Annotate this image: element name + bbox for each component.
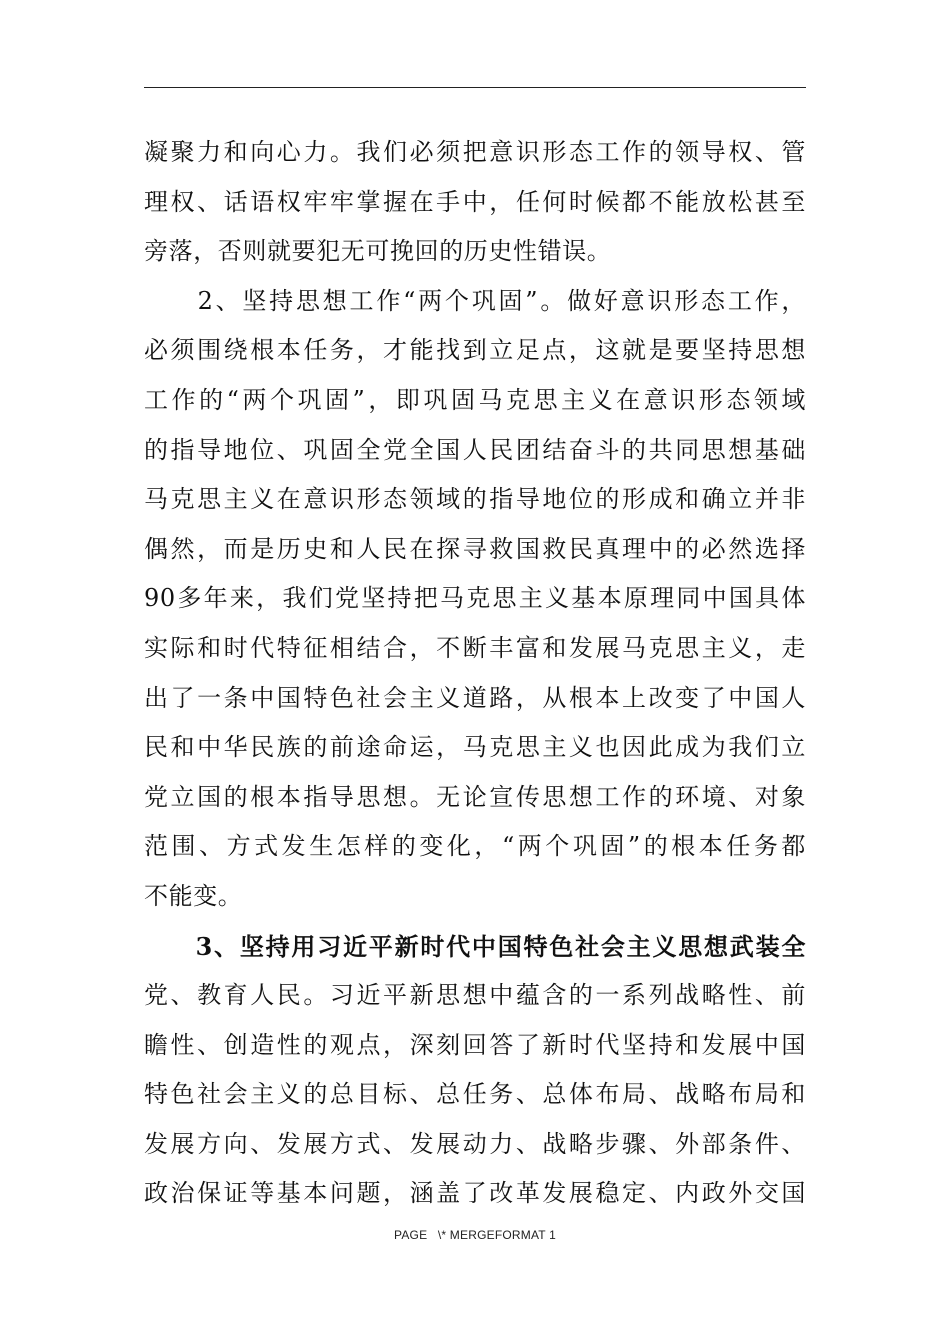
text-line: 工作的“两个巩固”，即巩固马克思主义在意识形态领域 xyxy=(144,385,806,414)
text-line: 旁落，否则就要犯无可挽回的历史性错误。 xyxy=(144,237,612,266)
text-line: 2、坚持思想工作“两个巩固”。做好意识形态工作， xyxy=(144,286,806,315)
text-line: 党立国的根本指导思想。无论宣传思想工作的环境、对象 xyxy=(144,782,806,811)
page-footer xyxy=(0,1228,950,1242)
text-line: 民和中华民族的前途命运，马克思主义也因此成为我们立 xyxy=(144,733,806,762)
text-line: 政治保证等基本问题，涵盖了改革发展稳定、内政外交国 xyxy=(144,1179,806,1208)
text-line: 范围、方式发生怎样的变化，“两个巩固”的根本任务都 xyxy=(144,832,806,861)
text-line: 3、坚持用习近平新时代中国特色社会主义思想武装全 xyxy=(144,931,806,961)
text-line: 凝聚力和向心力。我们必须把意识形态工作的领导权、管 xyxy=(144,138,806,166)
text-line: 不能变。 xyxy=(144,881,243,910)
header-rule xyxy=(144,87,806,88)
text-line: 马克思主义在意识形态领域的指导地位的形成和确立并非 xyxy=(144,485,806,514)
body-text xyxy=(144,128,806,1219)
text-line: 出了一条中国特色社会主义道路，从根本上改变了中国人 xyxy=(144,683,806,712)
text-line: 理权、话语权牢牢掌握在手中，任何时候都不能放松甚至 xyxy=(144,187,806,216)
text-line: 实际和时代特征相结合，不断丰富和发展马克思主义，走 xyxy=(144,633,806,662)
text-line: 瞻性、创造性的观点，深刻回答了新时代坚持和发展中国 xyxy=(144,1030,806,1059)
text-line: 必须围绕根本任务，才能找到立足点，这就是要坚持思想 xyxy=(144,336,806,365)
text-line: 90多年来，我们党坚持把马克思主义基本原理同中国具体 xyxy=(144,584,806,613)
page-number-field: PAGE \* MERGEFORMAT 1 xyxy=(394,1228,556,1242)
text-line: 发展方向、发展方式、发展动力、战略步骤、外部条件、 xyxy=(144,1129,806,1158)
text-line: 特色社会主义的总目标、总任务、总体布局、战略布局和 xyxy=(144,1080,806,1109)
text-line: 偶然，而是历史和人民在探寻救国救民真理中的必然选择 xyxy=(144,534,806,563)
text-line: 的指导地位、巩固全党全国人民团结奋斗的共同思想基础 xyxy=(144,435,806,464)
text-line: 党、教育人民。习近平新思想中蕴含的一系列战略性、前 xyxy=(144,981,806,1010)
